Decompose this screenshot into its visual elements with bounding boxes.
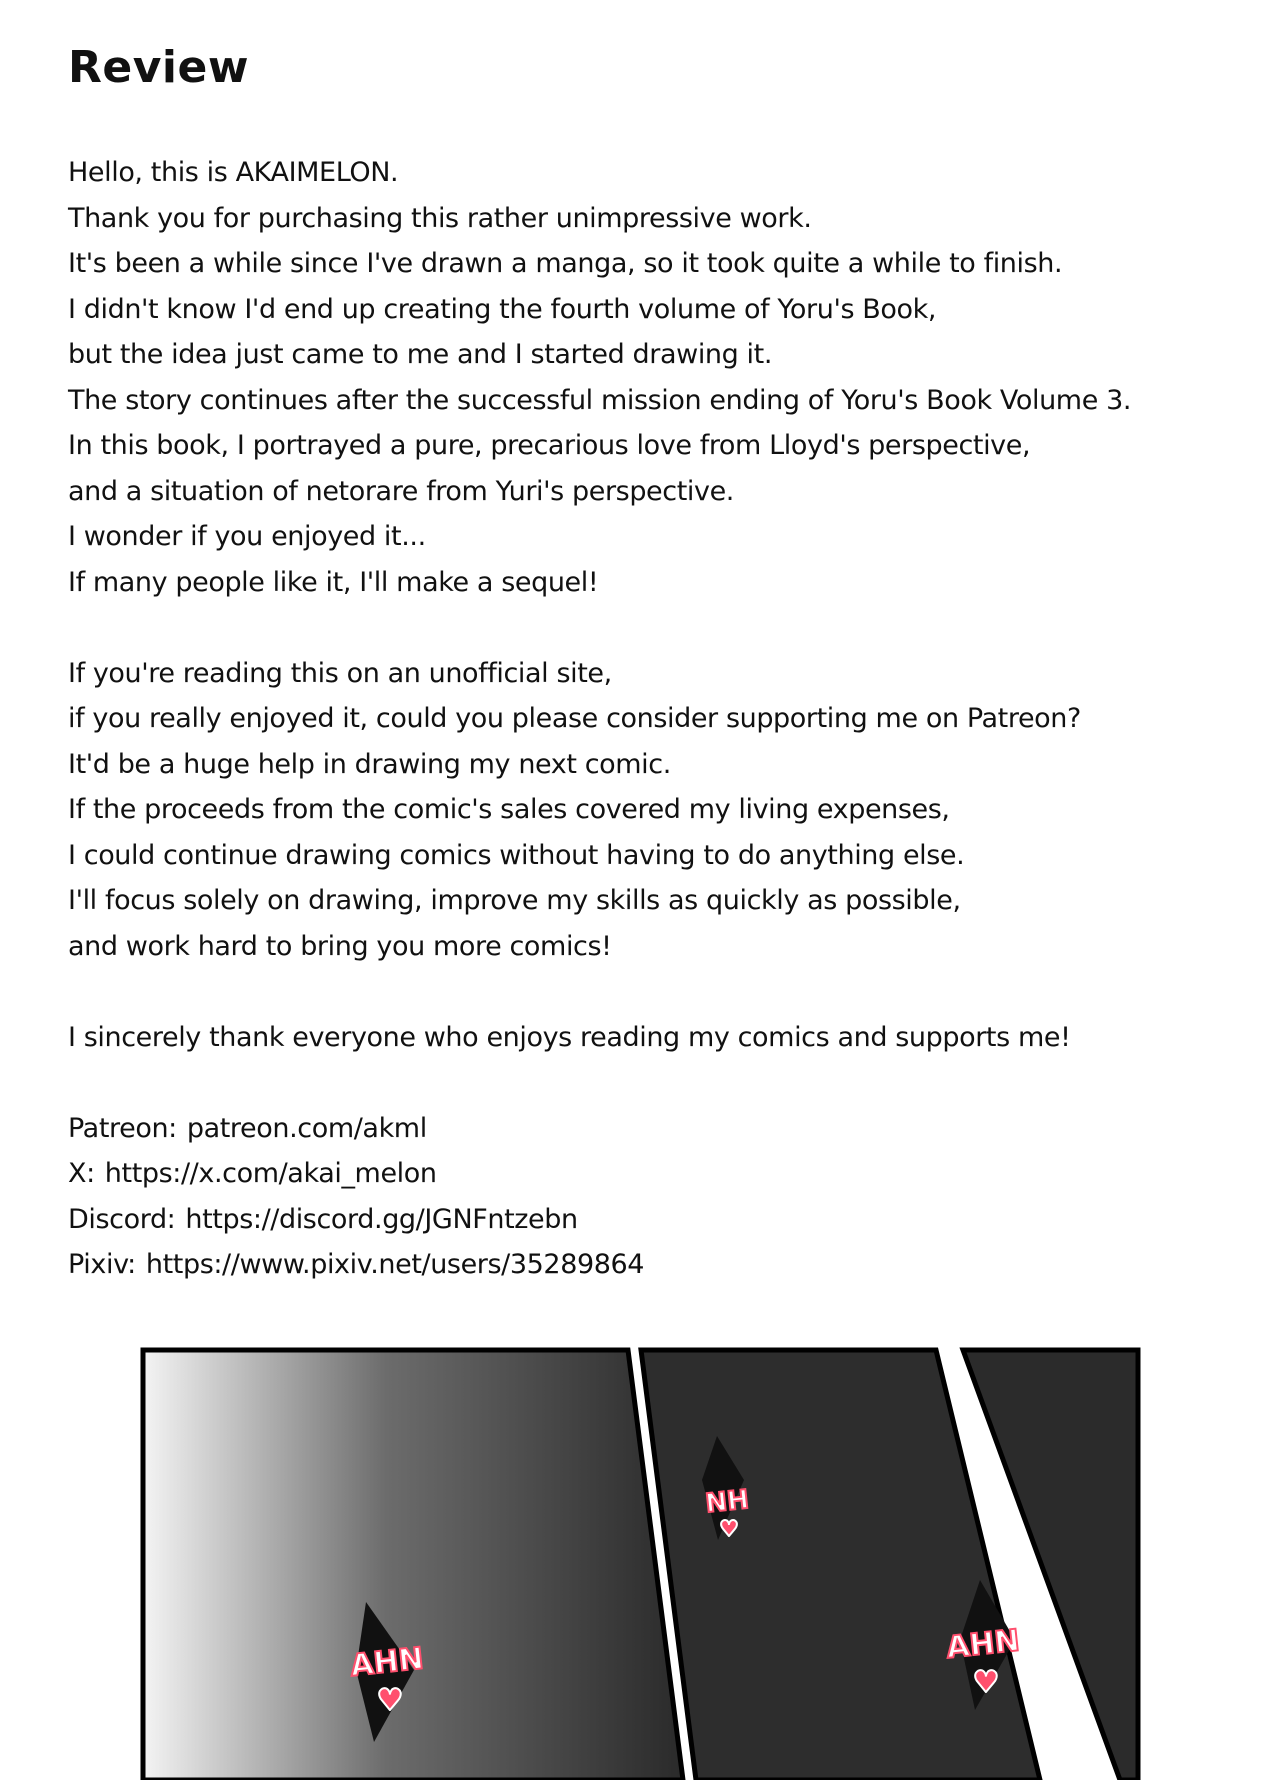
text-line: In this book, I portrayed a pure, precarious love from Lloyd's perspective, <box>68 430 1031 461</box>
heart-icon: ♥ <box>719 1517 739 1542</box>
link-label: Patreon: <box>68 1112 177 1144</box>
text-line: I didn't know I'd end up creating the fourth volume of Yoru's Book, <box>68 293 937 325</box>
text-line: I wonder if you enjoyed it... <box>68 521 426 552</box>
link-label: Pixiv: <box>68 1249 136 1280</box>
text-line: Thank you for purchasing this rather unimpressive work. <box>68 202 812 234</box>
link-value: https://x.com/akai_melon <box>104 1158 437 1189</box>
link-value: https://discord.gg/JGNFntzebn <box>185 1203 578 1235</box>
link-label: X: <box>68 1158 95 1189</box>
link-row-x <box>68 1151 1258 1197</box>
text-line: The story continues after the successful mission ending of Yoru's Book Volume 3. <box>68 384 1132 416</box>
text-line: It's been a while since I've drawn a manga, so it took quite a while to finish. <box>68 248 1063 279</box>
page-title: Review <box>68 42 249 93</box>
manga-panel-middle <box>641 1350 1040 1780</box>
text-line: but the idea just came to me and I started drawing it. <box>68 339 773 370</box>
text-line: and work hard to bring you more comics! <box>68 930 612 962</box>
link-value: https://www.pixiv.net/users/35289864 <box>145 1249 645 1280</box>
text-line: If many people like it, I'll make a sequel! <box>68 566 599 598</box>
sfx-text: NH <box>703 1484 751 1520</box>
link-row-patreon <box>68 1106 1258 1152</box>
text-line: I sincerely thank everyone who enjoys reading my comics and supports me! <box>68 1021 1071 1053</box>
link-row-discord <box>68 1197 1258 1243</box>
text-line: I'll focus solely on drawing, improve my skills as quickly as possible, <box>68 885 961 916</box>
text-line: and a situation of netorare from Yuri's perspective. <box>68 475 734 507</box>
heart-icon: ♥ <box>972 1665 1000 1700</box>
social-links <box>68 1106 1258 1288</box>
link-row-pixiv <box>68 1242 1258 1288</box>
paragraph-thanks <box>68 1015 1258 1061</box>
paragraph-gap <box>68 969 1258 1015</box>
paragraph-intro <box>68 150 1258 605</box>
text-line: Hello, this is AKAIMELON. <box>68 157 399 188</box>
text-line: if you really enjoyed it, could you please consider supporting me on Patreon? <box>68 703 1081 734</box>
link-label: Discord: <box>68 1203 176 1235</box>
text-line: I could continue drawing comics without having to do anything else. <box>68 839 965 871</box>
review-body <box>68 150 1258 1288</box>
manga-panel-left <box>143 1350 683 1780</box>
paragraph-gap <box>68 1060 1258 1106</box>
sfx-text: AHN <box>944 1623 1022 1666</box>
heart-icon: ♥ <box>376 1683 404 1718</box>
text-line: It'd be a huge help in drawing my next comic. <box>68 748 671 780</box>
paragraph-support <box>68 651 1258 970</box>
manga-panels <box>0 1340 1280 1780</box>
paragraph-gap <box>68 605 1258 651</box>
text-line: If the proceeds from the comic's sales covered my living expenses, <box>68 794 950 825</box>
link-value: patreon.com/akml <box>186 1112 427 1144</box>
sfx-text: AHN <box>348 1641 426 1684</box>
text-line: If you're reading this on an unofficial site, <box>68 657 612 689</box>
